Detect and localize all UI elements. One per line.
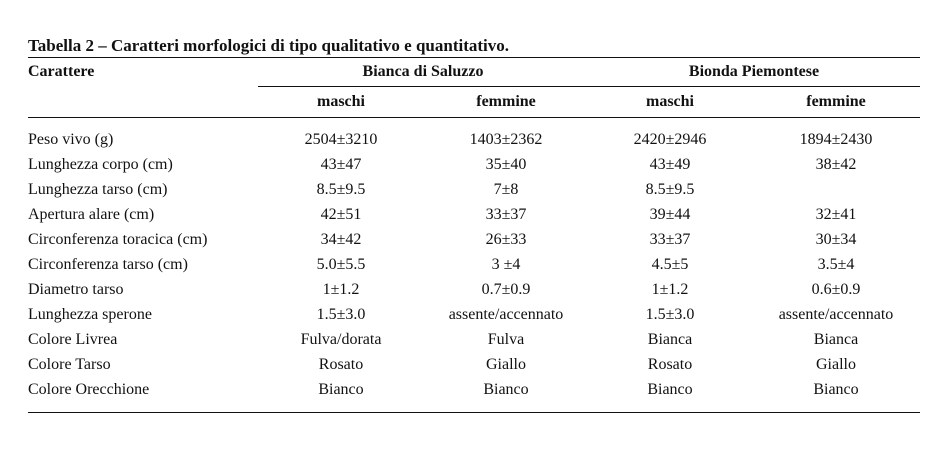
- table-row: [28, 302, 920, 327]
- row-value: 1.5±3.0: [645, 305, 695, 323]
- table-row: [28, 177, 920, 202]
- row-value: 3.5±4: [817, 255, 855, 273]
- row-label: Colore Livrea: [28, 330, 118, 348]
- header-row-sex: [28, 87, 920, 118]
- row-value: 33±37: [649, 230, 691, 248]
- header-femmine-piemontese: femmine: [752, 87, 920, 118]
- row-label: Apertura alare (cm): [28, 205, 155, 223]
- row-value: 1±1.2: [651, 280, 689, 298]
- row-value: 42±51: [320, 205, 362, 223]
- row-value: 8.5±9.5: [316, 180, 366, 198]
- row-value: Bianco: [483, 380, 529, 398]
- row-label: Diametro tarso: [28, 280, 124, 298]
- header-row-groups: [28, 58, 920, 87]
- row-value: 35±40: [485, 155, 527, 173]
- row-value: Rosato: [318, 355, 364, 373]
- table-row: [28, 227, 920, 252]
- table-row: [28, 277, 920, 302]
- row-value: Bianco: [318, 380, 364, 398]
- row-value: 1894±2430: [799, 130, 873, 148]
- row-value: 5.0±5.5: [316, 255, 366, 273]
- row-label: Lunghezza tarso (cm): [28, 180, 168, 198]
- row-value: assente/accennato: [778, 305, 894, 323]
- table-row: [28, 327, 920, 352]
- table-row: [28, 127, 920, 152]
- row-label: Lunghezza sperone: [28, 305, 152, 323]
- table-row: [28, 352, 920, 377]
- row-value: 43±47: [320, 155, 362, 173]
- row-value: 2420±2946: [633, 130, 707, 148]
- morphology-table: [28, 57, 920, 413]
- row-value: 38±42: [815, 155, 857, 173]
- header-blank: [28, 87, 258, 118]
- row-value: 33±37: [485, 205, 527, 223]
- row-value: [752, 177, 920, 202]
- row-value: 34±42: [320, 230, 362, 248]
- row-value: Bianco: [647, 380, 693, 398]
- table-row: [28, 252, 920, 277]
- row-value: 8.5±9.5: [645, 180, 695, 198]
- header-maschi-piemontese: maschi: [588, 87, 752, 118]
- row-value: Bianca: [813, 330, 859, 348]
- row-label: Peso vivo (g): [28, 130, 114, 148]
- row-label: Circonferenza toracica (cm): [28, 230, 208, 248]
- row-label: Colore Tarso: [28, 355, 111, 373]
- row-value: 4.5±5: [651, 255, 689, 273]
- row-value: Rosato: [647, 355, 693, 373]
- row-value: Fulva: [487, 330, 525, 348]
- table-row: [28, 377, 920, 402]
- row-value: Fulva/dorata: [300, 330, 382, 348]
- header-carattere: Carattere: [28, 63, 95, 81]
- row-value: 3 ±4: [491, 255, 521, 273]
- row-value: assente/accennato: [448, 305, 564, 323]
- row-value: Giallo: [816, 355, 856, 373]
- row-value: Bianco: [813, 380, 859, 398]
- row-value: Bianca: [647, 330, 693, 348]
- row-value: 1±1.2: [322, 280, 360, 298]
- row-value: 26±33: [485, 230, 527, 248]
- header-maschi-saluzzo: maschi: [258, 87, 424, 118]
- table-title: Tabella 2 – Caratteri morfologici di tipo qualitativo e quantitativo.: [28, 36, 510, 55]
- row-value: 1403±2362: [469, 130, 543, 148]
- row-value: 32±41: [815, 205, 857, 223]
- row-value: 2504±3210: [304, 130, 378, 148]
- header-group-bionda-piemontese: Bionda Piemontese: [688, 63, 820, 80]
- row-value: 39±44: [649, 205, 691, 223]
- row-value: Giallo: [486, 355, 526, 373]
- header-femmine-saluzzo: femmine: [424, 87, 588, 118]
- row-label: Circonferenza tarso (cm): [28, 255, 188, 273]
- row-value: 30±34: [815, 230, 857, 248]
- row-value: 0.6±0.9: [811, 280, 861, 298]
- row-value: 1.5±3.0: [316, 305, 366, 323]
- row-label: Lunghezza corpo (cm): [28, 155, 173, 173]
- row-value: 7±8: [493, 180, 519, 198]
- row-value: 0.7±0.9: [481, 280, 531, 298]
- header-group-bianca-di-saluzzo: Bianca di Saluzzo: [362, 63, 484, 80]
- row-value: 43±49: [649, 155, 691, 173]
- table-row: [28, 202, 920, 227]
- row-label: Colore Orecchione: [28, 380, 150, 398]
- table-row: [28, 152, 920, 177]
